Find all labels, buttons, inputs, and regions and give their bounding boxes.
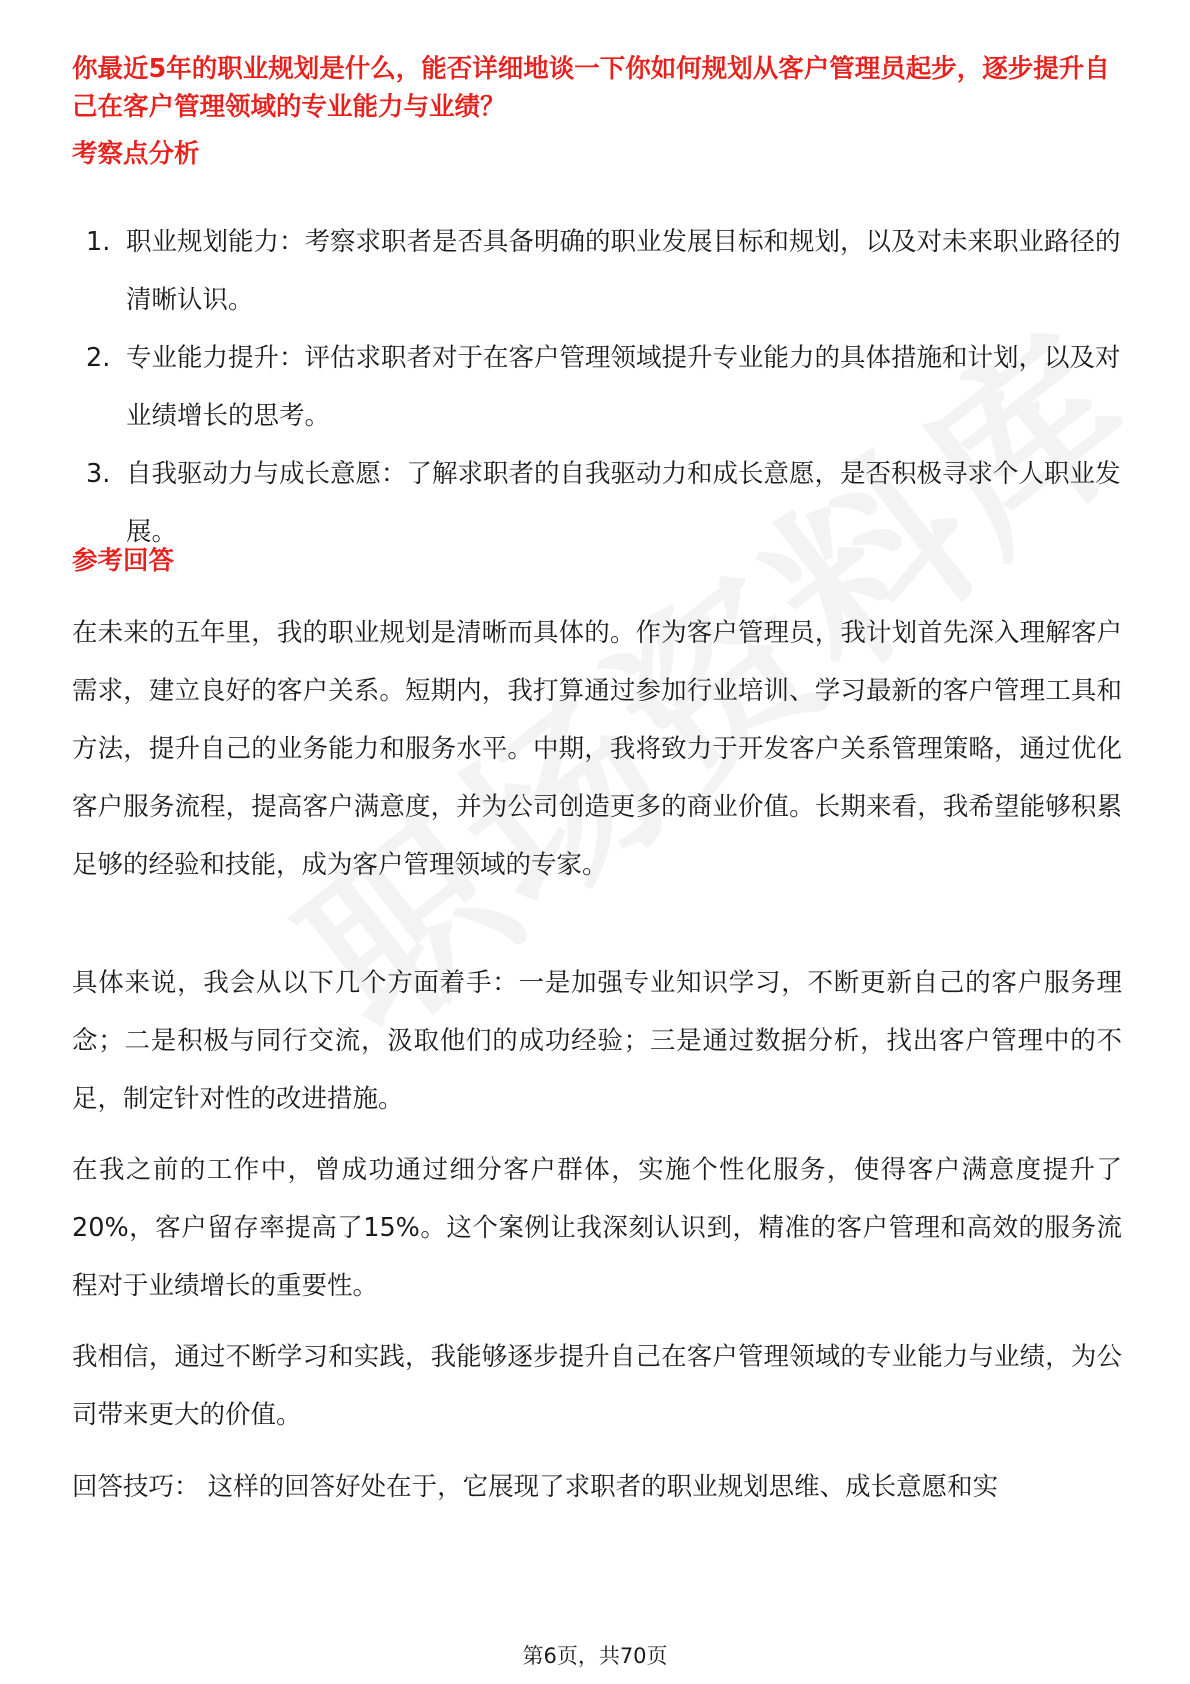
- question-heading: 你最近5年的职业规划是什么，能否详细地谈一下你如何规划从客户管理员起步，逐步提升自己在客户管理领域的专业能力与业绩？: [72, 54, 1110, 122]
- list-item-text: 专业能力提升：评估求职者对于在客户管理领域提升专业能力的具体措施和计划，以及对业绩增长的思考。: [126, 343, 1121, 431]
- list-item: [72, 329, 1132, 445]
- list-item-text: 职业规划能力：考察求职者是否具备明确的职业发展目标和规划，以及对未来职业路径的清晰认识。: [126, 227, 1121, 315]
- page-footer: 第6页，共70页: [522, 1644, 668, 1668]
- analysis-title: 考察点分析: [72, 139, 200, 169]
- answer-paragraph-4: 我相信，通过不断学习和实践，我能够逐步提升自己在客户管理领域的专业能力与业绩，为公司带来更大的价值。: [72, 1342, 1122, 1430]
- analysis-list: [72, 213, 1132, 561]
- list-item: [72, 213, 1132, 329]
- answer-paragraph-1: 在未来的五年里，我的职业规划是清晰而具体的。作为客户管理员，我计划首先深入理解客户需求，建立良好的客户关系。短期内，我打算通过参加行业培训、学习最新的客户管理工具和方法，提升自己的业务能力和服务水平。中期，我将致力于开发客户关系管理策略，通过优化客户服务流程，提高客户满意度，并为公司创造更多的商业价值。长期来看，我希望能够积累足够的经验和技能，成为客户管理领域的专家。: [72, 618, 1122, 880]
- answer-paragraph-3: 在我之前的工作中，曾成功通过细分客户群体，实施个性化服务，使得客户满意度提升了20%，客户留存率提高了15%。这个案例让我深刻认识到，精准的客户管理和高效的服务流程对于业绩增长的重要性。: [72, 1155, 1122, 1301]
- list-item-number: 2.: [86, 343, 111, 373]
- list-item-number: 1.: [86, 227, 111, 257]
- answer-paragraph-2: 具体来说，我会从以下几个方面着手：一是加强专业知识学习，不断更新自己的客户服务理念；二是积极与同行交流，汲取他们的成功经验；三是通过数据分析，找出客户管理中的不足，制定针对性的改进措施。: [72, 968, 1122, 1114]
- list-item-number: 3.: [86, 459, 111, 489]
- answer-title: 参考回答: [72, 546, 175, 576]
- list-item: [72, 445, 1132, 561]
- answer-tip: 回答技巧： 这样的回答好处在于，它展现了求职者的职业规划思维、成长意愿和实: [72, 1472, 999, 1502]
- list-item-text: 自我驱动力与成长意愿：了解求职者的自我驱动力和成长意愿，是否积极寻求个人职业发展。: [126, 459, 1121, 547]
